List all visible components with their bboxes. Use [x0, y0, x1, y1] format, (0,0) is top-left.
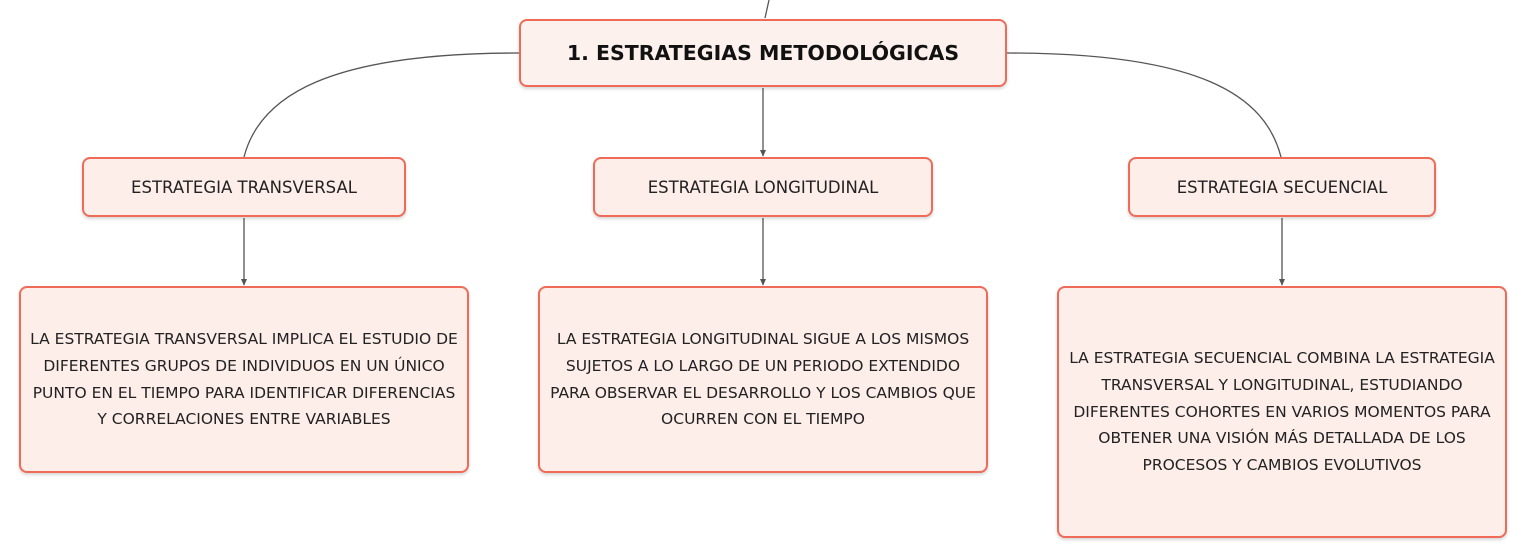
node-label: ESTRATEGIA SECUENCIAL	[1176, 177, 1388, 197]
description-node-transversal[interactable]	[19, 286, 469, 473]
node-label: ESTRATEGIA TRANSVERSAL	[131, 177, 357, 197]
node-estrategia-longitudinal[interactable]	[593, 157, 933, 217]
root-node-estrategias-metodologicas[interactable]	[519, 19, 1007, 87]
description-node-longitudinal[interactable]	[538, 286, 988, 473]
node-estrategia-transversal[interactable]	[82, 157, 406, 217]
description-text: LA ESTRATEGIA SECUENCIAL COMBINA LA ESTRATEGIA TRANSVERSAL Y LONGITUDINAL, ESTUDIANDO DIFERENTES COHORTES EN VARIOS MOMENTOS PARA OBTENER UNA VISIÓN MÁS DETALLADA DE LOS PROCESOS Y CAMBIOS EVOLUTIVOS	[1069, 348, 1495, 475]
incoming-connector	[765, 0, 769, 18]
connector-root-to-secuencial	[1007, 53, 1281, 157]
description-text: LA ESTRATEGIA LONGITUDINAL SIGUE A LOS MISMOS SUJETOS A LO LARGO DE UN PERIODO EXTENDIDO PARA OBSERVAR EL DESARROLLO Y LOS CAMBIOS QUE OCURREN CON EL TIEMPO	[550, 329, 976, 429]
root-node-label: 1. ESTRATEGIAS METODOLÓGICAS	[566, 41, 960, 65]
description-node-secuencial[interactable]	[1057, 286, 1507, 538]
node-estrategia-secuencial[interactable]	[1128, 157, 1436, 217]
description-text: LA ESTRATEGIA TRANSVERSAL IMPLICA EL ESTUDIO DE DIFERENTES GRUPOS DE INDIVIDUOS EN UN ÚNICO PUNTO EN EL TIEMPO PARA IDENTIFICAR DIFERENCIAS Y CORRELACIONES ENTRE VARIABLES	[30, 329, 458, 429]
connector-root-to-transversal	[244, 53, 519, 157]
node-label: ESTRATEGIA LONGITUDINAL	[647, 177, 879, 197]
